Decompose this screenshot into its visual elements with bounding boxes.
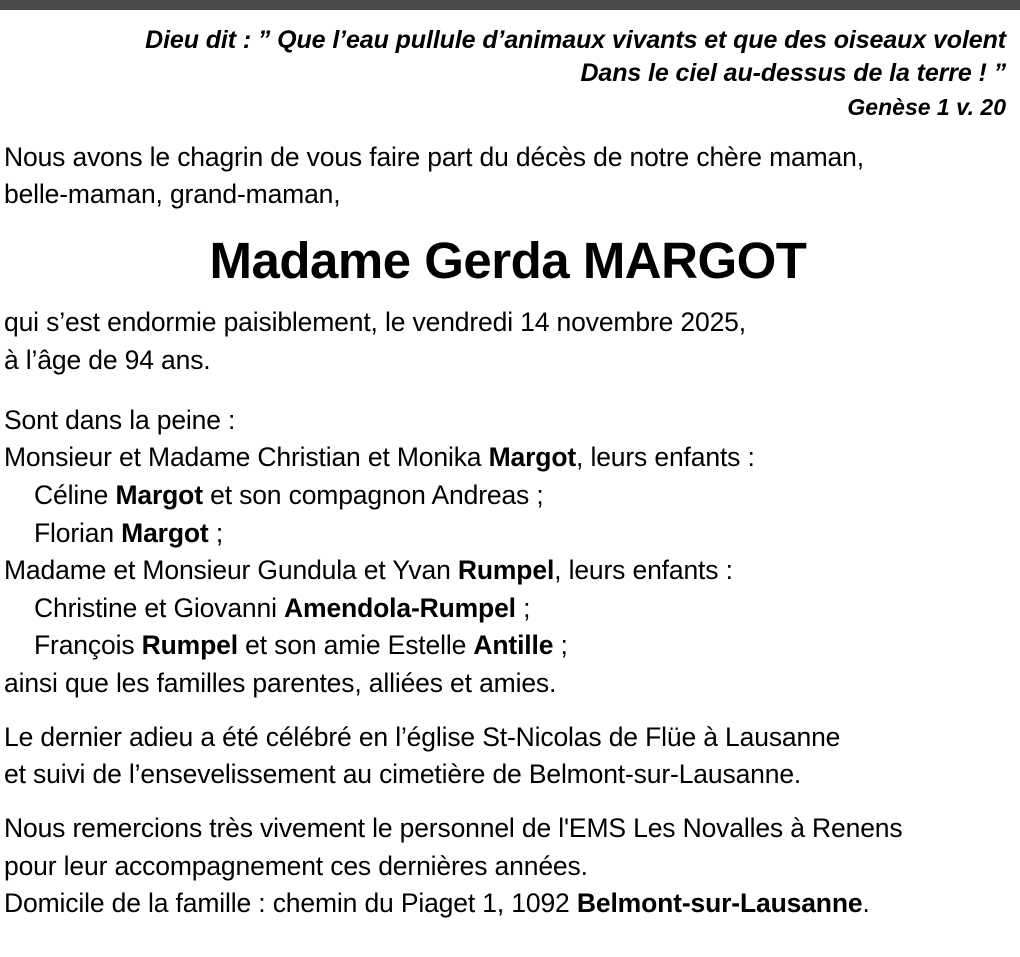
address-prefix: Domicile de la famille : chemin du Piaget 1, 1092 [4,888,577,919]
mourner-prefix: Christine et Giovanni [34,592,285,623]
mourner-entry [4,590,1012,628]
mourner-surname: Margot [121,517,209,548]
family-address [4,885,1012,923]
ceremony-paragraph [4,719,1012,794]
mourner-entry [4,515,1012,553]
thanks-line-2: pour leur accompagnement ces dernières années. [4,850,588,881]
mourner-surname: Rumpel [457,555,555,586]
mourners-block [4,402,1012,703]
mourner-prefix: François [34,630,142,661]
announcement-line-2: belle-maman, grand-maman, [4,179,341,210]
notice-content [0,10,1020,923]
quote-line-1: Dieu dit : ” Que l’eau pullule d’animaux vivants et que des oiseaux volent [145,26,1006,54]
quote-reference: Genèse 1 v. 20 [847,94,1006,120]
top-divider-rule [0,0,1020,10]
mourner-surname: Amendola-Rumpel [284,592,516,623]
scripture-quote [4,24,1012,90]
address-locality: Belmont-sur-Lausanne [576,888,863,919]
mourner-entry [4,439,1012,477]
mourner-suffix: , leurs enfants : [576,442,755,473]
mourner-entry [4,552,1012,590]
mourner-suffix: et son compagnon Andreas ; [202,479,544,510]
mourners-closing: ainsi que les familles parentes, alliées et amies. [4,668,557,699]
address-suffix: . [862,888,870,919]
passing-line-1: qui s’est endormie paisiblement, le vendredi 14 novembre 2025, [4,307,746,338]
announcement-line-1: Nous avons le chagrin de vous faire part du décès de notre chère maman, [4,141,864,172]
mourner-prefix: Madame et Monsieur Gundula et Yvan [4,555,458,586]
mourner-middle: et son amie Estelle [237,630,474,661]
passing-line-2: à l’âge de 94 ans. [4,345,211,376]
ceremony-line-2: et suivi de l’ensevelissement au cimetière de Belmont-sur-Lausanne. [4,759,802,790]
mourner-surname: Margot [115,479,203,510]
mourner-suffix-2: ; [553,630,568,661]
mourner-suffix: , leurs enfants : [554,555,733,586]
mourner-prefix: Céline [34,479,116,510]
thanks-paragraph [4,810,1012,923]
deceased-name: Madame Gerda MARGOT [209,231,807,289]
ceremony-line-1: Le dernier adieu a été célébré en l’église St-Nicolas de Flüe à Lausanne [4,721,841,752]
mourner-prefix: Florian [34,517,122,548]
mourner-entry [4,627,1012,665]
mourner-surname: Rumpel [141,630,238,661]
mourner-suffix: ; [515,592,531,623]
mourner-surname-2: Antille [473,630,554,661]
mourner-surname: Margot [488,442,577,473]
thanks-line-1: Nous remercions très vivement le personnel de l'EMS Les Novalles à Renens [4,812,903,843]
mourner-entry [4,477,1012,515]
mourner-suffix: ; [208,517,224,548]
mourner-prefix: Monsieur et Madame Christian et Monika [4,442,489,473]
announcement-paragraph [4,139,1012,214]
passing-paragraph [4,304,1012,379]
quote-line-2: Dans le ciel au-dessus de la terre ! ” [580,59,1006,87]
mourners-intro: Sont dans la peine : [4,404,236,435]
